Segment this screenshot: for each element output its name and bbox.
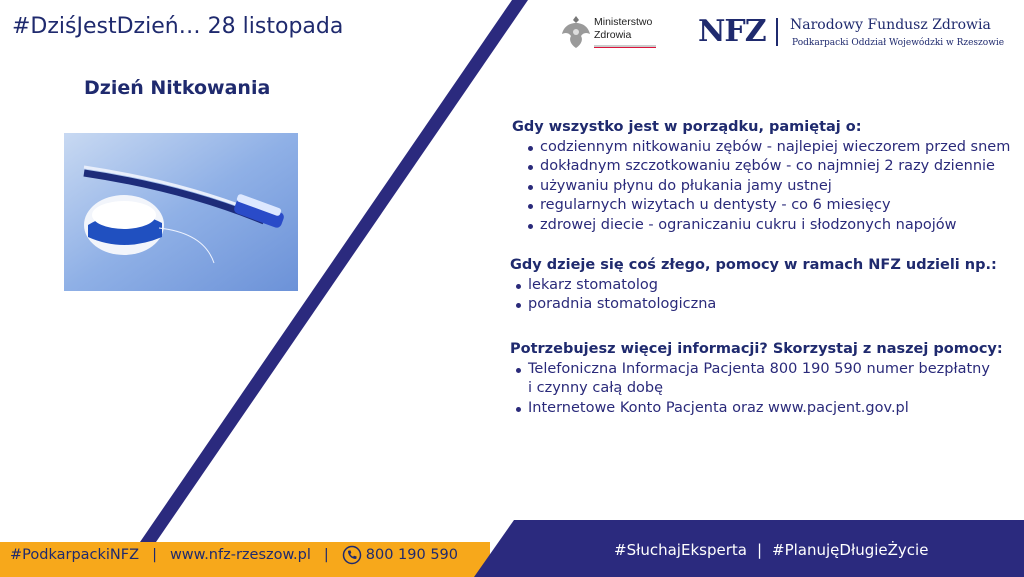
footer-website-link[interactable]: www.nfz-rzeszow.pl: [169, 547, 311, 563]
footer-hashtags: [614, 541, 928, 559]
section-heading: Gdy dzieje się coś złego, pomocy w ramach NFZ udzieli np.:: [510, 257, 997, 273]
section-routine-care: [510, 118, 1020, 235]
list-item: Telefoniczna Informacja Pacjenta 800 190 590 numer bezpłatny i czynny całą dobę: [498, 360, 998, 399]
footer-contact-bar: [10, 545, 458, 565]
hashtag-planuje-dlugie-zycie: #PlanujęDługieŻycie: [772, 541, 929, 559]
list-item: używaniu płynu do płukania jamy ustnej: [510, 177, 1020, 197]
section-heading: Gdy wszystko jest w porządku, pamiętaj o:: [512, 119, 862, 135]
footer-hashtag: #PodkarpackiNFZ: [10, 547, 140, 563]
section-more-info: [510, 340, 1020, 418]
nfz-full-name: Narodowy Fundusz Zdrowia: [790, 17, 991, 33]
ministry-name-line1: Ministerstwo: [594, 16, 653, 28]
list-item: dokładnym szczotkowaniu zębów - co najmniej 2 razy dziennie: [510, 157, 1020, 177]
eagle-emblem-icon: [560, 14, 592, 50]
dental-floss-photo: [64, 133, 298, 291]
hashtag-sluchaj-eksperta: #SłuchajEksperta: [614, 541, 747, 559]
footer-phone[interactable]: 800 190 590: [365, 547, 458, 563]
list-item: zdrowej diecie - ograniczaniu cukru i słodzonych napojów: [510, 216, 1020, 236]
page-title: #DziśJestDzień… 28 listopada: [12, 14, 344, 39]
page-subtitle: Dzień Nitkowania: [84, 77, 271, 99]
list-item: codziennym nitkowaniu zębów - najlepiej wieczorem przed snem: [510, 138, 1020, 158]
ministry-name-line2: Zdrowia: [594, 29, 632, 41]
footer-separator: |: [756, 541, 763, 559]
list: [498, 276, 1020, 315]
section-nfz-help: [510, 256, 1020, 315]
ministry-of-health-logo: [560, 14, 660, 54]
list-item: lekarz stomatolog: [498, 276, 1020, 296]
nfz-logo-mark: NFZ: [698, 14, 766, 49]
polish-flag-bar: [594, 45, 656, 48]
footer-separator: |: [323, 547, 329, 563]
list-item: Internetowe Konto Pacjenta oraz www.pacjent.gov.pl: [498, 399, 998, 419]
logo-divider: [776, 18, 778, 46]
nfz-branch-name: Podkarpacki Oddział Wojewódzki w Rzeszowie: [792, 38, 1005, 48]
phone-icon: [342, 545, 362, 565]
list: [510, 138, 1020, 236]
section-heading: Potrzebujesz więcej informacji? Skorzystaj z naszej pomocy:: [510, 341, 1003, 357]
list-item: poradnia stomatologiczna: [498, 295, 1020, 315]
list: [498, 360, 998, 419]
footer-separator: |: [152, 547, 157, 563]
list-item: regularnych wizytach u dentysty - co 6 miesięcy: [510, 196, 1020, 216]
